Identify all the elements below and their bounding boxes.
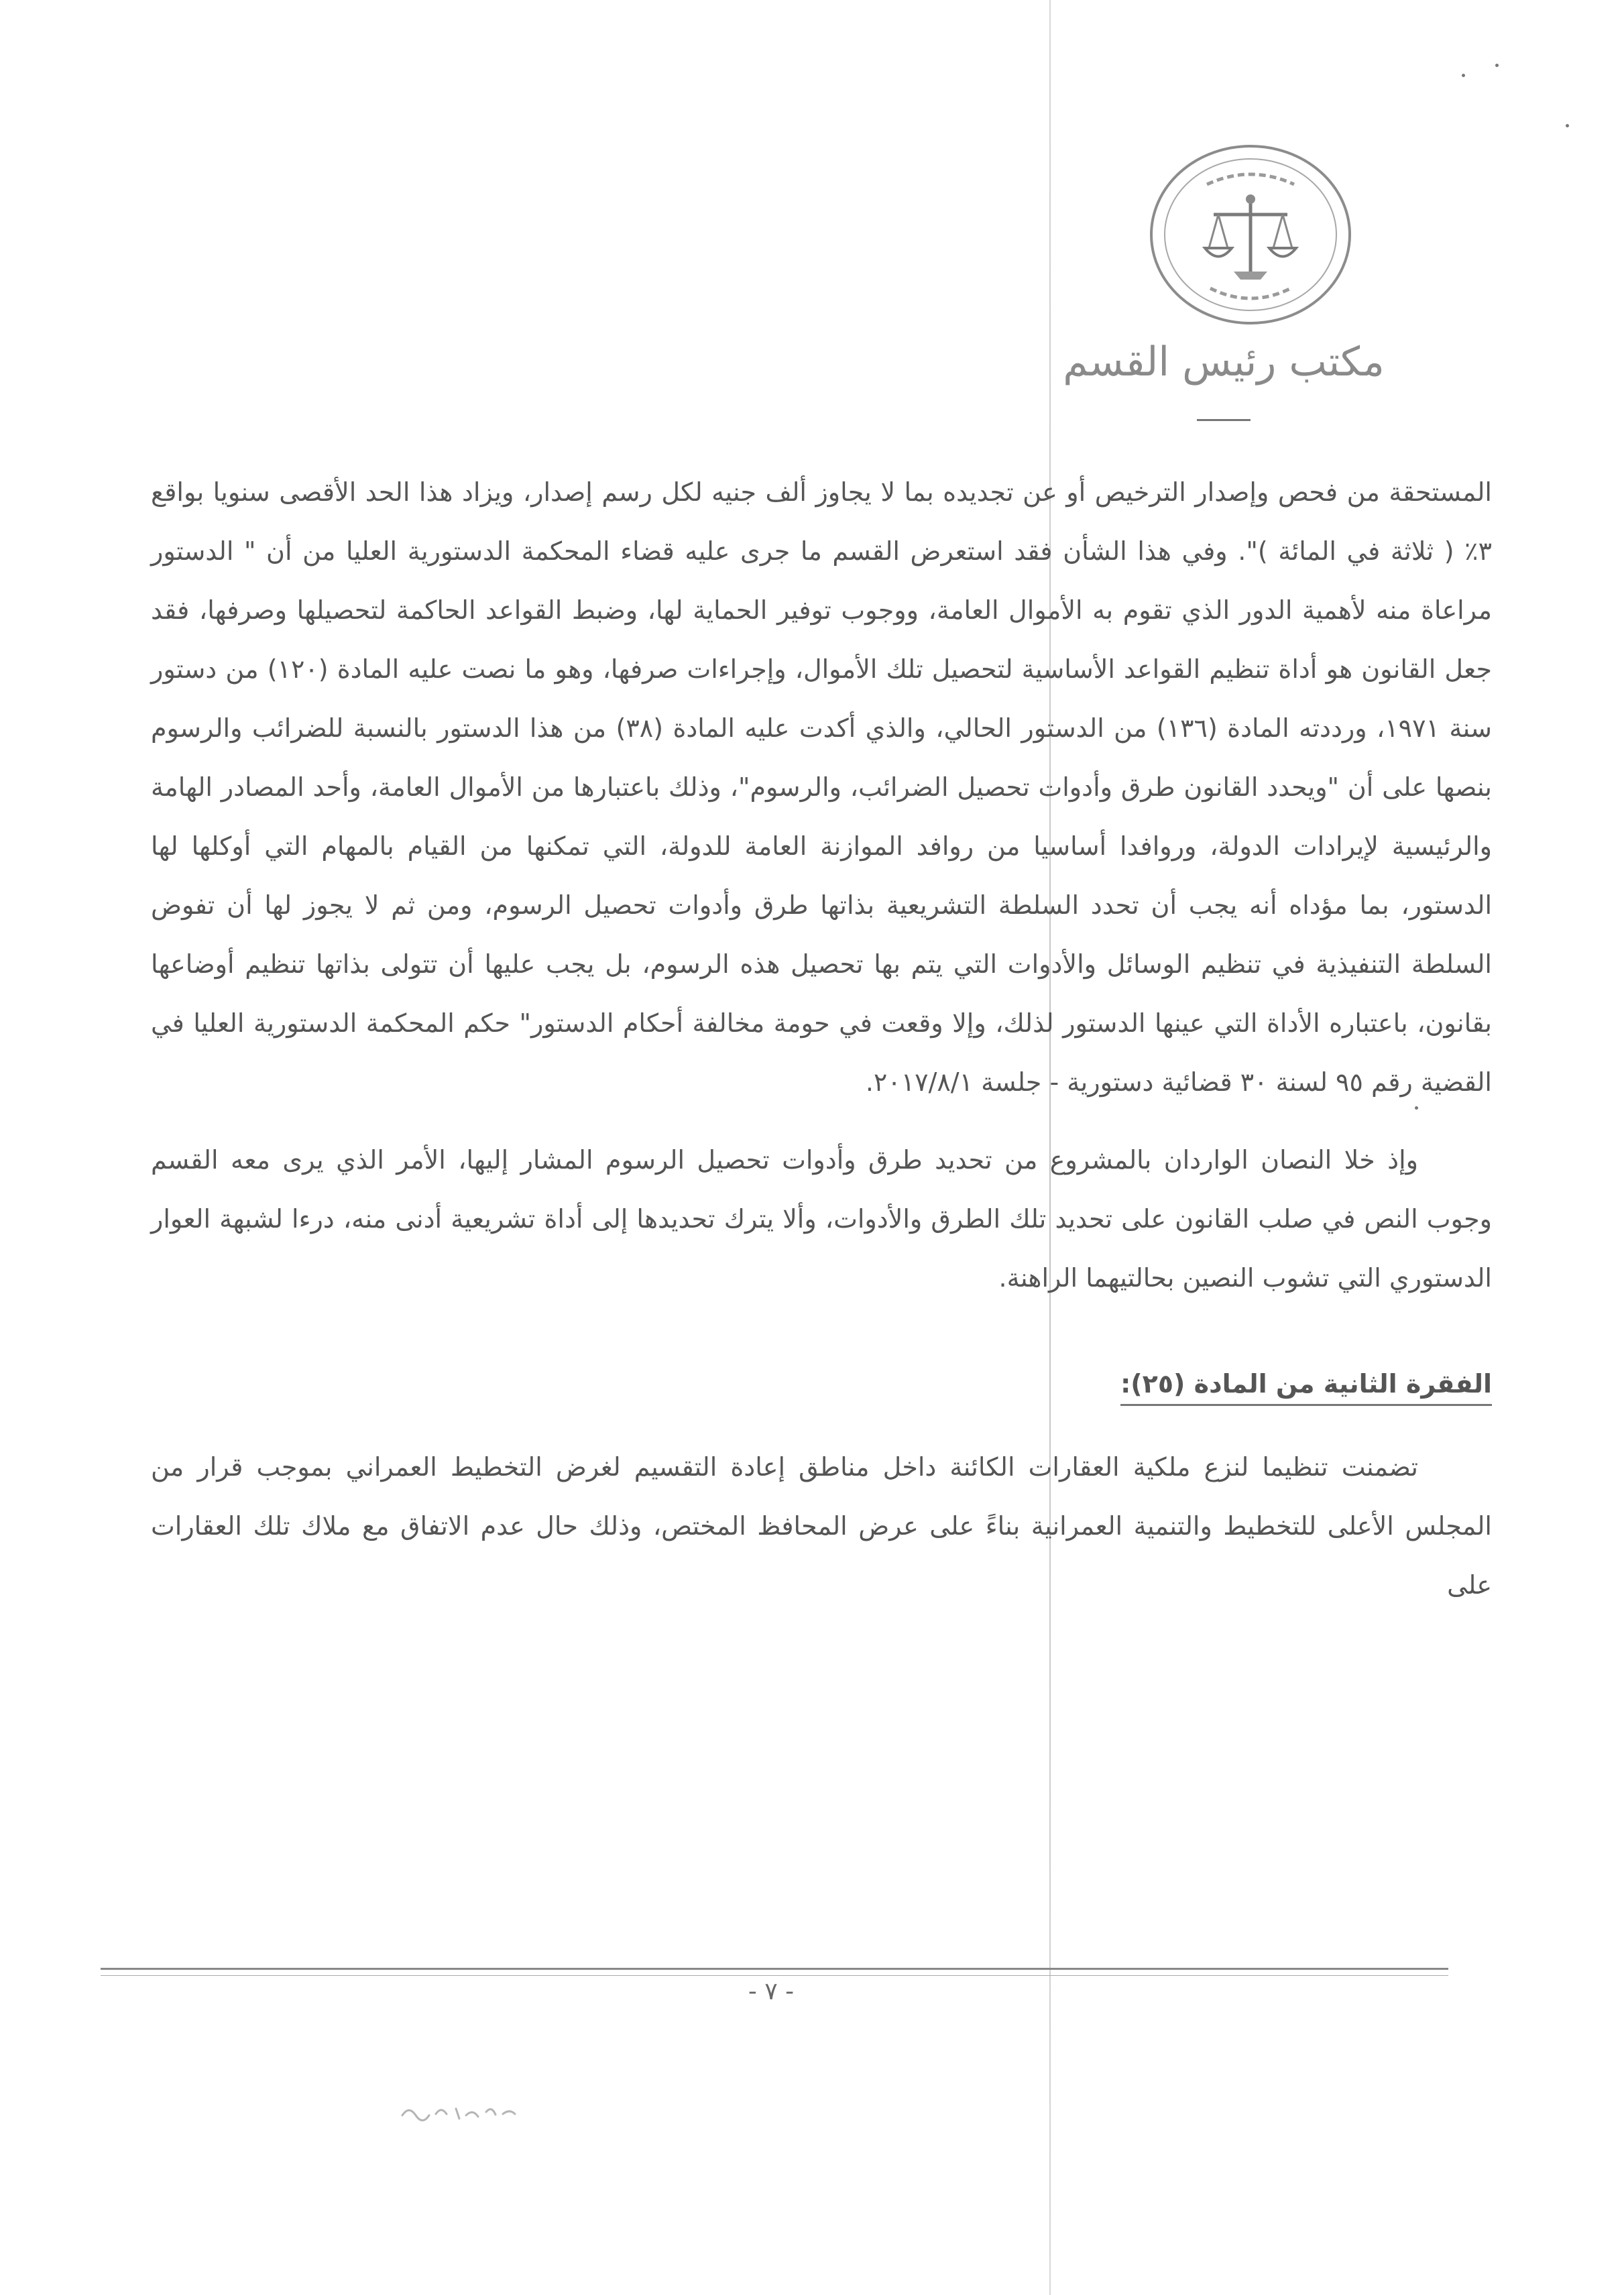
section-heading-wrap — [151, 1337, 1492, 1413]
body-paragraph: المستحقة من فحص وإصدار الترخيص أو عن تجديده بما لا يجاوز ألف جنيه لكل رسم إصدار، ويزاد هذا الحد الأقصى سنويا بواقع ٣٪ ( ثلاثة في المائة )". وفي هذا الشأن فقد استعرض القسم ما جرى عليه قضاء المحكمة الدستورية العليا من أن " الدستور مراعاة منه لأهمية الدور الذي تقوم به الأموال العامة، ووجوب توفير الحماية لها، وضبط القواعد الحاكمة لتحصيلها وصرفها، فقد جعل القانون هو أداة تنظيم القواعد الأساسية لتحصيل تلك الأموال، وإجراءات صرفها، وهو ما نصت عليه المادة (١٢٠) من دستور سنة ١٩٧١، ورددته المادة (١٣٦) من الدستور الحالي، والذي أكدت عليه المادة (٣٨) من هذا الدستور بالنسبة للضرائب والرسوم بنصها على أن "ويحدد القانون طرق وأدوات تحصيل الضرائب، والرسوم"، وذلك باعتبارها من الأموال العامة، وأحد المصادر الهامة والرئيسية لإيرادات الدولة، وروافدا أساسيا من روافد الموازنة العامة للدولة، التي تمكنها من القيام بالمهام التي أوكلها لها الدستور، بما مؤداه أنه يجب أن تحدد السلطة التشريعية بذاتها طرق وأدوات تحصيل الرسوم، ومن ثم لا يجوز لها أن تفوض السلطة التنفيذية في تنظيم الوسائل والأدوات التي يتم بها تحصيل هذه الرسوم، بل يجب عليها أن تتولى بذاتها تنظيم أوضاعها بقانون، باعتباره الأداة التي عينها الدستور لذلك، وإلا وقعت في حومة مخالفة أحكام الدستور" حكم المحكمة الدستورية العليا في القضية رقم ٩٥ لسنة ٣٠ قضائية دستورية - جلسة ٢٠١٧/٨/١. — [151, 477, 1492, 1097]
footer-divider-thin — [101, 1975, 1448, 1976]
document-body — [151, 463, 1492, 1614]
section-heading: الفقرة الثانية من المادة (٢٥): — [1120, 1364, 1492, 1406]
scan-speck — [1415, 1106, 1418, 1110]
office-title: مكتب رئيس القسم — [1063, 339, 1385, 386]
scan-speck — [1495, 64, 1499, 67]
scan-speck — [1462, 74, 1465, 77]
court-seal-scales-icon — [1143, 137, 1358, 332]
body-paragraph: تضمنت تنظيما لنزع ملكية العقارات الكائنة داخل مناطق إعادة التقسيم لغرض التخطيط العمراني بموجب قرار من المجلس الأعلى للتخطيط والتنمية العمرانية بناءً على عرض المحافظ المختص، وذلك حال عدم الاتفاق مع ملاك تلك العقارات على — [151, 1452, 1492, 1600]
handwritten-initials — [396, 2095, 530, 2129]
body-paragraph: وإذ خلا النصان الواردان بالمشروع من تحديد طرق وأدوات تحصيل الرسوم المشار إليها، الأمر الذي يرى معه القسم وجوب النص في صلب القانون على تحديد تلك الطرق والأدوات، وألا يترك تحديدها إلى أداة تشريعية أدنى منه، درءا لشبهة العوار الدستوري التي تشوب النصين بحالتيهما الراهنة. — [151, 1145, 1492, 1293]
scan-speck — [1566, 124, 1569, 127]
office-title-underline — [1197, 419, 1251, 421]
footer-divider — [101, 1968, 1448, 1970]
page-number: - ٧ - — [748, 1978, 795, 2005]
